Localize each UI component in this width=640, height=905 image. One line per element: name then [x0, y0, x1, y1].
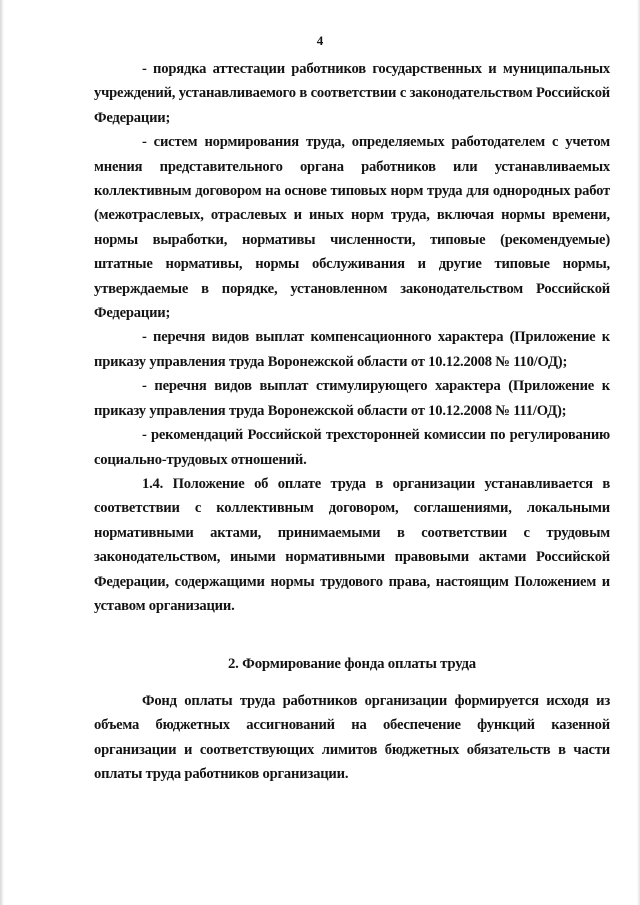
paragraph-payroll-fund: Фонд оплаты труда работников организации формируется исходя из объема бюджетных ассигнований на обеспечение функций казенной организации и соответствующих лимитов бюджетных обязательств в части оплаты труда работников организации.: [94, 692, 610, 782]
section-2-heading: 2. Формирование фонда оплаты труда: [227, 656, 477, 673]
scan-edge-left: [0, 0, 4, 905]
page-number: 4: [316, 33, 324, 48]
paragraph-incentive-payments: - перечня видов выплат стимулирующего характера (Приложение к приказу управления труда Воронежской области от 10.12.2008 № 111/ОД);: [94, 378, 610, 419]
paragraph-tripartite-commission: - рекомендаций Российской трехсторонней комиссии по регулированию социально-трудовых отношений.: [94, 427, 610, 468]
paragraph-labor-norms: - систем нормирования труда, определяемых работодателем с учетом мнения представительного органа работников или устанавливаемых коллективным договором на основе типовых норм труда для однородных работ (межотраслевых, отраслевых и иных норм труда, включая нормы времени, нормы выработки, нормативы численности, типовые (рекомендуемые) штатные нормативы, нормы обслуживания и другие типовые нормы, утверждаемые в порядке, установленном законодательством Российской Федерации;: [94, 134, 610, 322]
paragraph-attestation: - порядка аттестации работников государственных и муниципальных учреждений, устанавливаемого в соответствии с законодательством Российской Федерации;: [94, 61, 610, 126]
document-body: [94, 57, 610, 786]
paragraph-1-4: 1.4. Положение об оплате труда в организации устанавливается в соответствии с коллективным договором, соглашениями, локальными нормативными актами, принимаемыми в соответствии с трудовым законодательством, иными нормативными правовыми актами Российской Федерации, содержащими нормы трудового права, настоящим Положением и уставом организации.: [94, 475, 610, 614]
paragraph-compensation-payments: - перечня видов выплат компенсационного характера (Приложение к приказу управления труда Воронежской области от 10.12.2008 № 110/ОД);: [94, 329, 610, 370]
